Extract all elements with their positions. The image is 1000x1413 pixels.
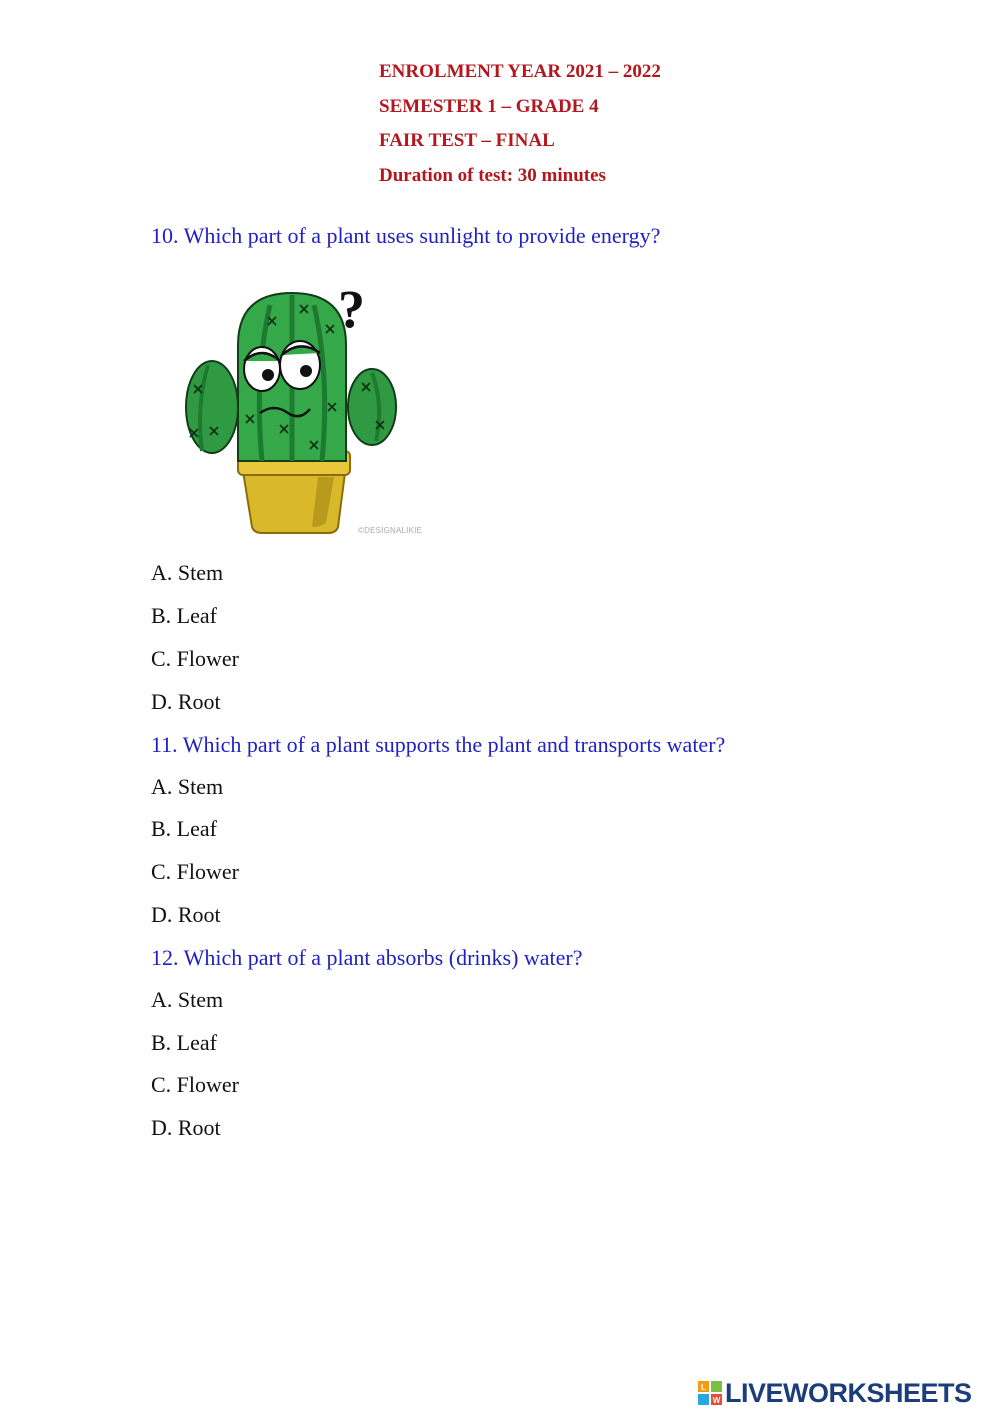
liveworksheets-logo-icon — [698, 1381, 722, 1405]
question-11: 11. Which part of a plant supports the plant and transports water? — [151, 732, 726, 757]
q11-option-a: A. Stem — [151, 774, 224, 799]
image-watermark: ©DESIGNALIKIE — [358, 526, 423, 535]
liveworksheets-branding — [698, 1376, 972, 1410]
test-duration: Duration of test: 30 minutes — [379, 164, 606, 186]
q10-option-a: A. Stem — [151, 560, 224, 585]
svg-text:W: W — [712, 1396, 721, 1405]
q11-option-c: C. Flower — [151, 859, 239, 884]
q12-option-a: A. Stem — [151, 987, 224, 1012]
q10-option-c: C. Flower — [151, 646, 239, 671]
confused-cactus-icon — [150, 265, 430, 545]
q10-option-d: D. Root — [151, 689, 221, 714]
q10-option-b: B. Leaf — [151, 603, 217, 628]
test-header — [379, 60, 661, 198]
liveworksheets-wordmark: LIVEWORKSHEETS — [725, 1377, 972, 1408]
question-12: 12. Which part of a plant absorbs (drinks) water? — [151, 945, 583, 970]
q11-option-d: D. Root — [151, 902, 221, 927]
test-title: FAIR TEST – FINAL — [379, 130, 555, 151]
cactus-illustration — [150, 265, 430, 545]
question-mark-icon: ? — [338, 279, 365, 339]
q12-option-d: D. Root — [151, 1115, 221, 1140]
q12-option-c: C. Flower — [151, 1072, 239, 1097]
semester-grade: SEMESTER 1 – GRADE 4 — [379, 95, 599, 117]
svg-text:L: L — [701, 1383, 706, 1392]
q11-option-b: B. Leaf — [151, 816, 217, 841]
enrolment-year: ENROLMENT YEAR 2021 – 2022 — [379, 61, 661, 82]
question-10: 10. Which part of a plant uses sunlight to provide energy? — [151, 223, 661, 248]
q12-option-b: B. Leaf — [151, 1030, 217, 1055]
